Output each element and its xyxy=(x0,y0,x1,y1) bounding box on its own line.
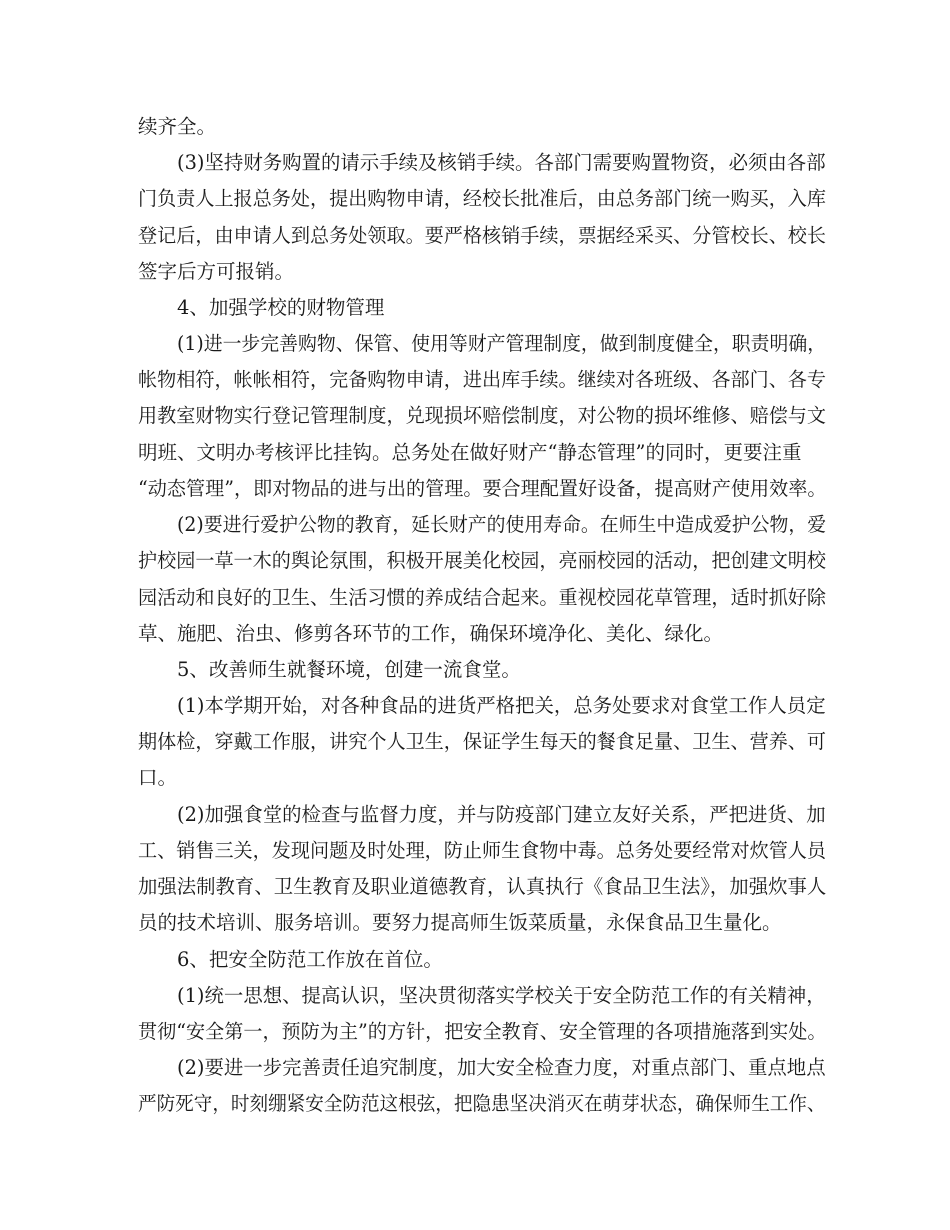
text-line: 门负责人上报总务处，提出购物申请，经校长批准后，由总务部门统一购买，入库 xyxy=(138,187,827,210)
text-line: 口。 xyxy=(138,766,178,789)
text-line: 草、施肥、治虫、修剪各环节的工作，确保环境净化、美化、绿化。 xyxy=(138,622,724,645)
text-line: 员的技术培训、服务培训。要努力提高师生饭菜质量，永保食品卫生量化。 xyxy=(138,911,782,934)
section-heading-6: 6、把安全防范工作放在首位。 xyxy=(177,948,443,971)
paragraph-3-purchase-procedure: (3)坚持财务购置的请示手续及核销手续。各部门需要购置物资，必须由各部 xyxy=(177,151,826,174)
text-line: 用教室财物实行登记管理制度，兑现损坏赔偿制度，对公物的损坏维修、赔偿与文 xyxy=(138,404,827,427)
text-line: 严防死守，时刻绷紧安全防范这根弦，把隐患坚决消灭在萌芽状态，确保师生工作、 xyxy=(138,1092,826,1115)
text-line: 帐物相符，帐帐相符，完备购物申请，进出库手续。继续对各班级、各部门、各专 xyxy=(138,368,827,391)
text-line: 登记后，由申请人到总务处领取。要严格核销手续，票据经采买、分管校长、校长 xyxy=(138,224,827,247)
text-line: 签字后方可报销。 xyxy=(138,260,295,283)
paragraph-4-2: (2)要进行爱护公物的教育，延长财产的使用寿命。在师生中造成爱护公物，爱 xyxy=(177,513,827,536)
text-line: 期体检，穿戴工作服，讲究个人卫生，保证学生每天的餐食足量、卫生、营养、可 xyxy=(138,730,827,753)
section-heading-4: 4、加强学校的财物管理 xyxy=(177,296,385,319)
text-line: “动态管理”，即对物品的进与出的管理。要合理配置好设备，提高财产使用效率。 xyxy=(138,477,827,500)
text-line: 工、销售三关，发现问题及时处理，防止师生食物中毒。总务处要经常对炊管人员 xyxy=(138,839,827,862)
text-line: 贯彻“安全第一，预防为主”的方针，把安全教育、安全管理的各项措施落到实处。 xyxy=(138,1020,827,1043)
text-line: 加强法制教育、卫生教育及职业道德教育，认真执行《食品卫生法》，加强炊事人 xyxy=(138,875,827,898)
paragraph-5-1: (1)本学期开始，对各种食品的进货严格把关，总务处要求对食堂工作人员定 xyxy=(177,694,826,717)
paragraph-6-2: (2)要进一步完善责任追究制度，加大安全检查力度，对重点部门、重点地点 xyxy=(177,1056,826,1079)
paragraph-4-1: (1)进一步完善购物、保管、使用等财产管理制度，做到制度健全，职责明确， xyxy=(177,332,827,355)
text-line: 明班、文明办考核评比挂钩。总务处在做好财产“静态管理”的同时，更要注重 xyxy=(138,441,802,464)
text-line: 护校园一草一木的舆论氛围，积极开展美化校园，亮丽校园的活动，把创建文明校 xyxy=(138,549,827,572)
paragraph-5-2: (2)加强食堂的检查与监督力度，并与防疫部门建立友好关系，严把进货、加 xyxy=(177,803,826,826)
text-line: 园活动和良好的卫生、生活习惯的养成结合起来。重视校园花草管理，适时抓好除 xyxy=(138,586,827,609)
text-line: 续齐全。 xyxy=(138,115,217,138)
paragraph-6-1: (1)统一思想、提高认识，坚决贯彻落实学校关于安全防范工作的有关精神， xyxy=(177,984,826,1007)
section-heading-5: 5、改善师生就餐环境，创建一流食堂。 xyxy=(177,658,521,681)
